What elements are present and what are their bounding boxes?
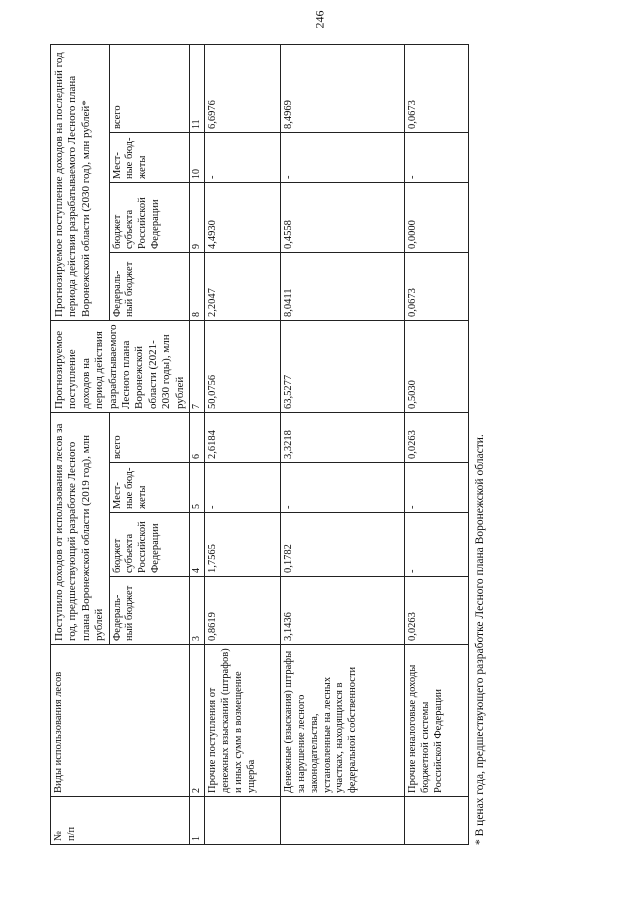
header-federal-2019: Федераль-ный бюджет [109,577,189,645]
cell-subject-2030: 4,4930 [205,183,281,253]
footnote: * В ценах года, предшествующего разработке Лесного плана Воронежской области. [474,434,486,845]
col-number: 1 [190,797,205,845]
col-number: 7 [190,321,205,413]
row-no [205,797,281,845]
cell-local-2030: - [205,133,281,183]
cell-forecast-period: 63,5277 [281,321,405,413]
cell-local-2030: - [281,133,405,183]
cell-subject-2019: 1,7565 [205,513,281,577]
cell-federal-2019: 0,8619 [205,577,281,645]
page-number: 246 [312,10,327,29]
cell-total-2019: 3,3218 [281,413,405,463]
col-number: 3 [190,577,205,645]
col-number: 10 [190,133,205,183]
row-type: Прочие поступления от денежных взысканий (штрафов) и иных сумм в возмещение ущерба [205,645,281,797]
cell-total-2019: 0,0263 [405,413,469,463]
cell-subject-2030: 0,4558 [281,183,405,253]
header-row-1 [51,45,110,845]
cell-total-2019: 2,6184 [205,413,281,463]
cell-local-2019: - [281,463,405,513]
col-number: 5 [190,463,205,513]
cell-subject-2030: 0,0000 [405,183,469,253]
col-number: 4 [190,513,205,577]
cell-subject-2019: - [405,513,469,577]
rotated-table-wrapper [50,45,470,845]
col-number: 8 [190,253,205,321]
cell-federal-2030: 8,0411 [281,253,405,321]
cell-federal-2030: 0,0673 [405,253,469,321]
col-number: 11 [190,45,205,133]
header-federal-2030: Федераль-ный бюджет [109,253,189,321]
cell-federal-2030: 2,2047 [205,253,281,321]
header-total-2019: всего [109,413,189,463]
cell-local-2019: - [205,463,281,513]
cell-total-2030: 8,4969 [281,45,405,133]
col-number: 2 [190,645,205,797]
header-subject-2019: бюджет субъекта Российской Федерации [109,513,189,577]
header-received-2019: Поступило доходов от использования лесов за год, предшествующий разработке Лесного плана Воронежской области (2019 год), млн рублей [51,413,110,645]
table-row [205,45,281,845]
header-local-2019: Мест-ные бюд-жеты [109,463,189,513]
cell-forecast-period: 0,5030 [405,321,469,413]
header-type: Виды использования лесов [51,645,190,797]
cell-total-2030: 6,6976 [205,45,281,133]
row-type: Денежные (взыскания) штрафы за нарушение лесного законодательства, установленные на лесных участках, находящихся в федеральной собственности [281,645,405,797]
row-no [405,797,469,845]
cell-federal-2019: 3,1436 [281,577,405,645]
column-number-row [190,45,205,845]
cell-local-2019: - [405,463,469,513]
revenue-table [50,44,469,845]
header-subject-2030: бюджет субъекта Российской Федерации [109,183,189,253]
header-total-2030: всего [109,45,189,133]
row-type: Прочие неналоговые доходы бюджетной системы Российской Федерации [405,645,469,797]
header-no: № п/п [51,797,190,845]
cell-subject-2019: 0,1782 [281,513,405,577]
table-row [281,45,405,845]
header-forecast-period: Прогнозируемое поступление доходов на период действия разрабатываемого Лесного плана Воронежской области (2021-2030 годы), млн рублей [51,321,190,413]
cell-total-2030: 0,0673 [405,45,469,133]
row-no [281,797,405,845]
table-row [405,45,469,845]
cell-forecast-period: 50,0756 [205,321,281,413]
col-number: 6 [190,413,205,463]
header-local-2030: Мест-ные бюд-жеты [109,133,189,183]
cell-federal-2019: 0,0263 [405,577,469,645]
col-number: 9 [190,183,205,253]
header-forecast-2030: Прогнозируемое поступление доходов на последний год периода действия разрабатываемого Лесного плана Воронежской области (2030 год), млн рублей* [51,45,110,321]
cell-local-2030: - [405,133,469,183]
